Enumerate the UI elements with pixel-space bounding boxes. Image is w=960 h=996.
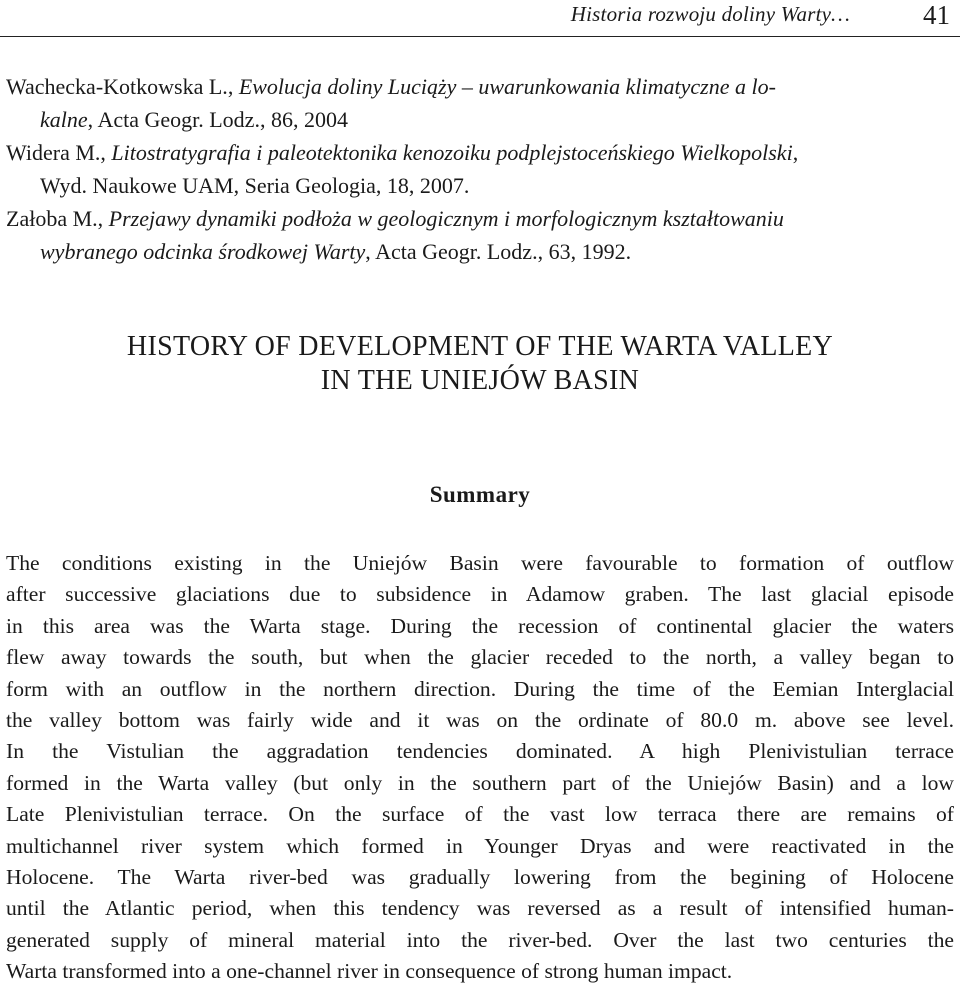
reference-list [6, 70, 954, 268]
reference-title-continued: wybranego odcinka środkowej Warty [40, 239, 366, 264]
summary-line: Late Plenivistulian terrace. On the surface of the vast low terraca there are remains of [6, 802, 954, 827]
reference-separator: , [227, 74, 239, 99]
summary-line: form with an outflow in the northern direction. During the time of the Eemian Interglacial [6, 676, 954, 701]
summary-line: in this area was the Warta stage. During the recession of continental glacier the waters [6, 613, 954, 638]
reference-authors: Załoba M. [6, 206, 98, 231]
article-title-line: HISTORY OF DEVELOPMENT OF THE WARTA VALLEY [126, 331, 834, 362]
summary-line: Warta transformed into a one-channel river in consequence of strong human impact. [6, 959, 733, 984]
reference-title-continued: kalne [40, 107, 88, 132]
page-number: 41 [923, 0, 950, 30]
running-header [0, 0, 960, 37]
summary-line: The conditions existing in the Uniejów Basin were favourable to formation of outflow [6, 551, 954, 575]
reference-separator: , [100, 140, 112, 165]
article-title [0, 330, 960, 398]
reference-entry [6, 136, 954, 202]
summary-paragraph [6, 548, 954, 988]
running-title: Historia rozwoju doliny Warty… [570, 2, 850, 26]
article-title-line: IN THE UNIEJÓW BASIN [320, 365, 640, 396]
reference-title: Litostratygrafia i paleotektonika kenozoiku podplejstoceńskiego Wielkopolski [111, 140, 793, 165]
summary-line: formed in the Warta valley (but only in the southern part of the Uniejów Basin) and a low [6, 770, 954, 795]
summary-line: multichannel river system which formed in Younger Dryas and were reactivated in the [6, 833, 954, 858]
reference-authors: Widera M. [6, 140, 101, 165]
reference-title: Ewolucja doliny Luciąży – uwarunkowania klimatyczne a lo- [238, 74, 776, 99]
summary-line: In the Vistulian the aggradation tendencies dominated. A high Plenivistulian terrace [6, 739, 954, 764]
reference-separator: , [97, 206, 109, 231]
reference-title: Przejawy dynamiki podłoża w geologicznym i morfologicznym kształtowaniu [108, 206, 784, 231]
summary-line: after successive glaciations due to subsidence in Adamow graben. The last glacial episode [6, 582, 954, 607]
summary-line: flew away towards the south, but when the glacier receded to the north, a valley began to [6, 645, 954, 670]
reference-entry [6, 202, 954, 268]
reference-source: , Acta Geogr. Lodz., 86, 2004 [87, 107, 348, 132]
summary-line: until the Atlantic period, when this tendency was reversed as a result of intensified human- [6, 896, 954, 921]
summary-line: the valley bottom was fairly wide and it was on the ordinate of 80.0 m. above see level. [6, 708, 954, 733]
summary-line: generated supply of mineral material into the river-bed. Over the last two centuries the [6, 927, 954, 952]
reference-authors: Wachecka-Kotkowska L. [6, 74, 228, 99]
summary-heading: Summary [429, 482, 531, 507]
reference-source: Wyd. Naukowe UAM, Seria Geologia, 18, 2007. [40, 173, 470, 198]
reference-source: , Acta Geogr. Lodz., 63, 1992. [365, 239, 632, 264]
reference-comma: , [792, 140, 799, 165]
summary-line: Holocene. The Warta river-bed was gradually lowering from the begining of Holocene [6, 865, 954, 890]
reference-entry [6, 70, 954, 136]
